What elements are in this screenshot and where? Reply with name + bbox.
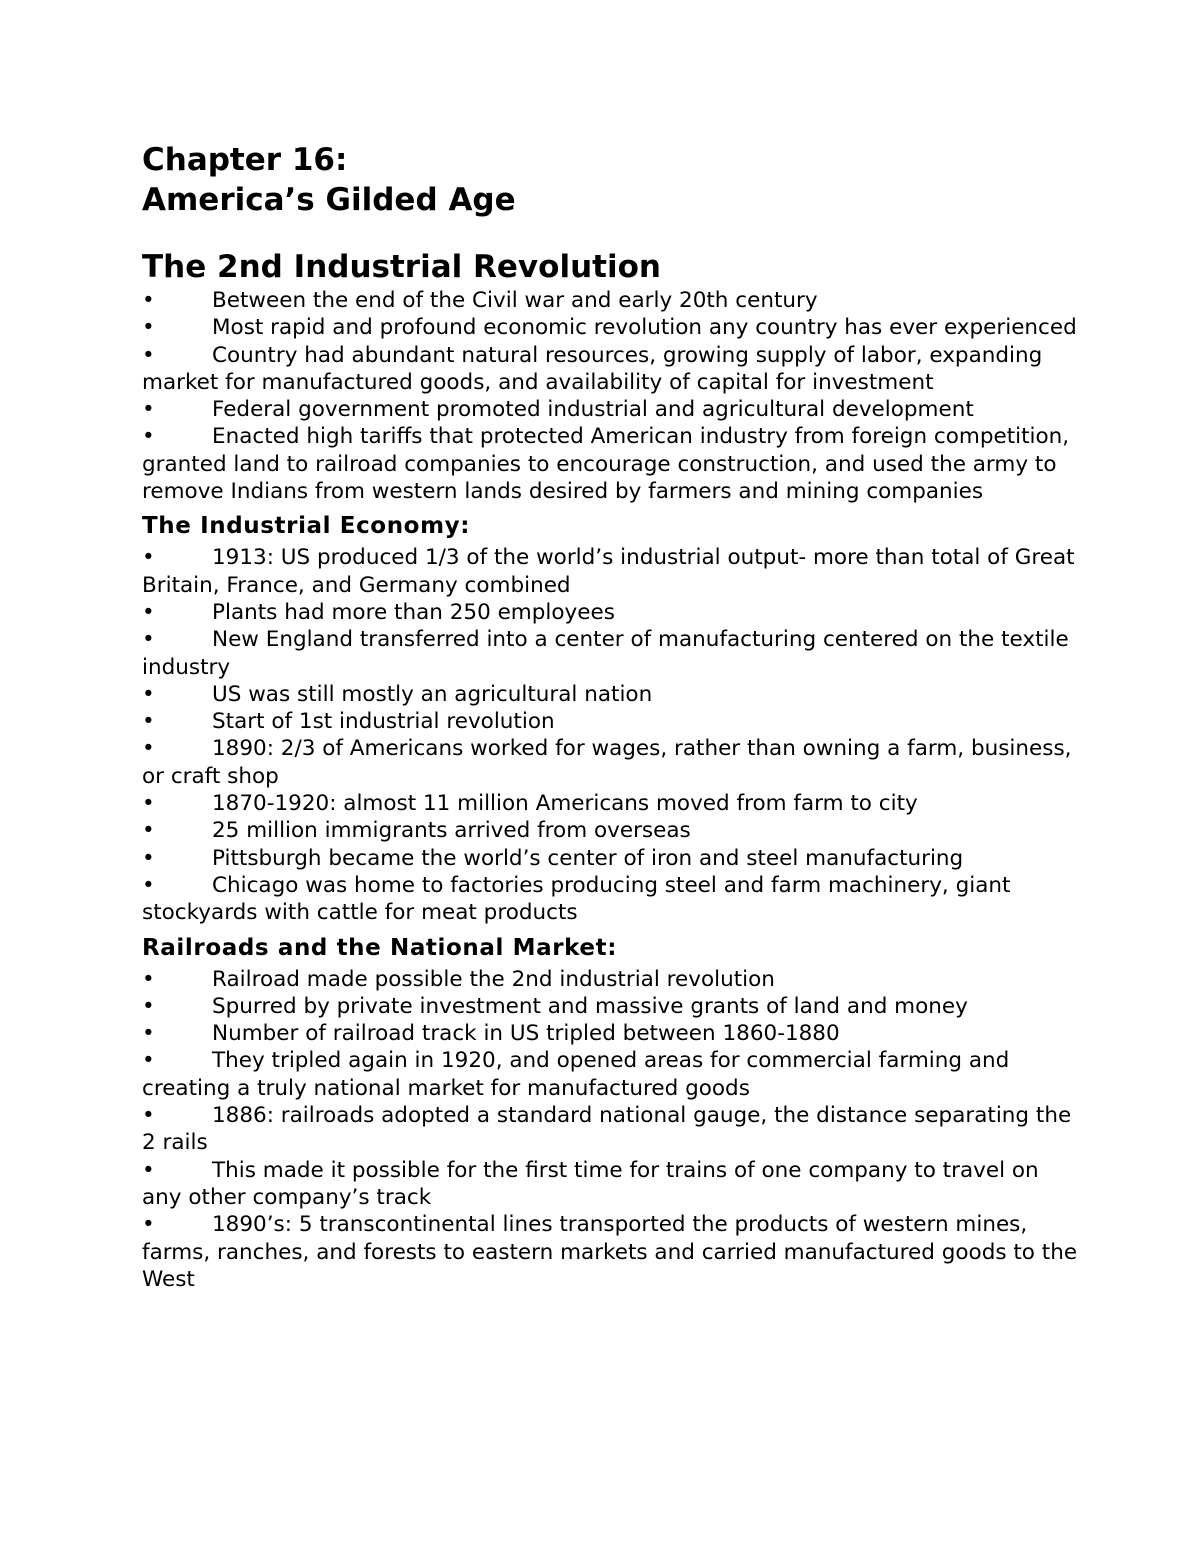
list-item [142, 423, 1082, 505]
list-item [142, 817, 1082, 844]
list-item-text: 1870-1920: almost 11 million Americans moved from farm to city [212, 791, 918, 817]
list-item [142, 845, 1082, 872]
list-item [142, 681, 1082, 708]
list-item-text: 1890’s: 5 transcontinental lines transported the products of western mines, farms, ranches, and forests to eastern markets and carried manufactured goods to the West [142, 1212, 1078, 1292]
list-item-text: 1890: 2/3 of Americans worked for wages, rather than owning a farm, business, or craft shop [142, 736, 1072, 789]
bullet-icon: • [142, 1021, 155, 1047]
list-item-text: 1913: US produced 1/3 of the world’s industrial output- more than total of Great Britain, France, and Germany combined [142, 545, 1075, 598]
list-item [142, 342, 1082, 397]
list-item-text: They tripled again in 1920, and opened areas for commercial farming and creating a truly national market for manufactured goods [142, 1048, 1010, 1101]
list-item [142, 396, 1082, 423]
list-item-text: 1886: railroads adopted a standard national gauge, the distance separating the 2 rails [142, 1103, 1072, 1156]
section-industrial-economy [142, 511, 1082, 926]
list-item-text: Country had abundant natural resources, growing supply of labor, expanding market for manufactured goods, and availability of capital for investment [142, 342, 1043, 395]
list-item-text: US was still mostly an agricultural nation [212, 681, 653, 707]
chapter-number: Chapter 16: [142, 142, 348, 178]
section-heading: The 2nd Industrial Revolution [142, 249, 661, 285]
list-item [142, 287, 1082, 314]
bullet-icon: • [142, 1212, 155, 1238]
chapter-title [142, 140, 1082, 220]
bullet-icon: • [142, 736, 155, 762]
bullet-icon: • [142, 681, 155, 707]
list-item-text: Chicago was home to factories producing steel and farm machinery, giant stockyards with cattle for meat products [142, 872, 1011, 926]
list-item [142, 599, 1082, 626]
bullet-icon: • [142, 791, 155, 817]
list-item [142, 790, 1082, 817]
bullet-icon: • [142, 993, 155, 1019]
bullet-icon: • [142, 397, 155, 423]
list-item-text: This made it possible for the first time for trains of one company to travel on any other company’s track [142, 1157, 1039, 1210]
list-item-text: Federal government promoted industrial and agricultural development [212, 397, 974, 423]
bullet-list [142, 966, 1082, 1294]
list-item-text: Pittsburgh became the world’s center of iron and steel manufacturing [212, 845, 964, 871]
list-item-text: Start of 1st industrial revolution [212, 709, 555, 735]
bullet-icon: • [142, 315, 155, 341]
section-railroads-national-market [142, 933, 1082, 1294]
bullet-icon: • [142, 424, 155, 450]
list-item-text: New England transferred into a center of manufacturing centered on the textile industry [142, 627, 1069, 680]
list-item [142, 1020, 1082, 1047]
bullet-list [142, 287, 1082, 505]
document-page [142, 140, 1082, 1293]
list-item-text: Between the end of the Civil war and early 20th century [212, 288, 818, 313]
section-heading: The Industrial Economy: [142, 513, 471, 540]
list-item [142, 626, 1082, 681]
section-heading: Railroads and the National Market: [142, 934, 618, 961]
chapter-name: America’s Gilded Age [142, 182, 516, 218]
list-item-text: Spurred by private investment and massive grants of land and money [212, 993, 968, 1019]
bullet-icon: • [142, 342, 155, 368]
bullet-icon: • [142, 288, 155, 313]
list-item [142, 735, 1082, 790]
list-item [142, 544, 1082, 599]
list-item [142, 966, 1082, 993]
list-item-text: 25 million immigrants arrived from overseas [212, 818, 691, 844]
bullet-icon: • [142, 1048, 155, 1074]
list-item [142, 1102, 1082, 1157]
list-item-text: Most rapid and profound economic revolution any country has ever experienced [212, 315, 1077, 341]
bullet-icon: • [142, 872, 155, 898]
bullet-icon: • [142, 627, 155, 653]
section-2nd-industrial-revolution [142, 247, 1082, 505]
bullet-list [142, 544, 1082, 926]
list-item-text: Enacted high tariffs that protected American industry from foreign competition, granted land to railroad companies to encourage construction, and used the army to remove Indians from western lands desired by farmers and mining companies [142, 424, 1070, 505]
bullet-icon: • [142, 818, 155, 844]
list-item [142, 1047, 1082, 1102]
bullet-icon: • [142, 709, 155, 735]
list-item [142, 993, 1082, 1020]
list-item [142, 1157, 1082, 1212]
list-item [142, 314, 1082, 341]
list-item [142, 872, 1082, 927]
bullet-icon: • [142, 1157, 155, 1183]
list-item [142, 1211, 1082, 1293]
bullet-icon: • [142, 845, 155, 871]
list-item-text: Plants had more than 250 employees [212, 599, 615, 625]
bullet-icon: • [142, 966, 155, 992]
bullet-icon: • [142, 545, 155, 571]
list-item-text: Railroad made possible the 2nd industrial revolution [212, 966, 775, 992]
bullet-icon: • [142, 599, 155, 625]
list-item [142, 708, 1082, 735]
list-item-text: Number of railroad track in US tripled between 1860-1880 [212, 1021, 840, 1047]
bullet-icon: • [142, 1103, 155, 1129]
